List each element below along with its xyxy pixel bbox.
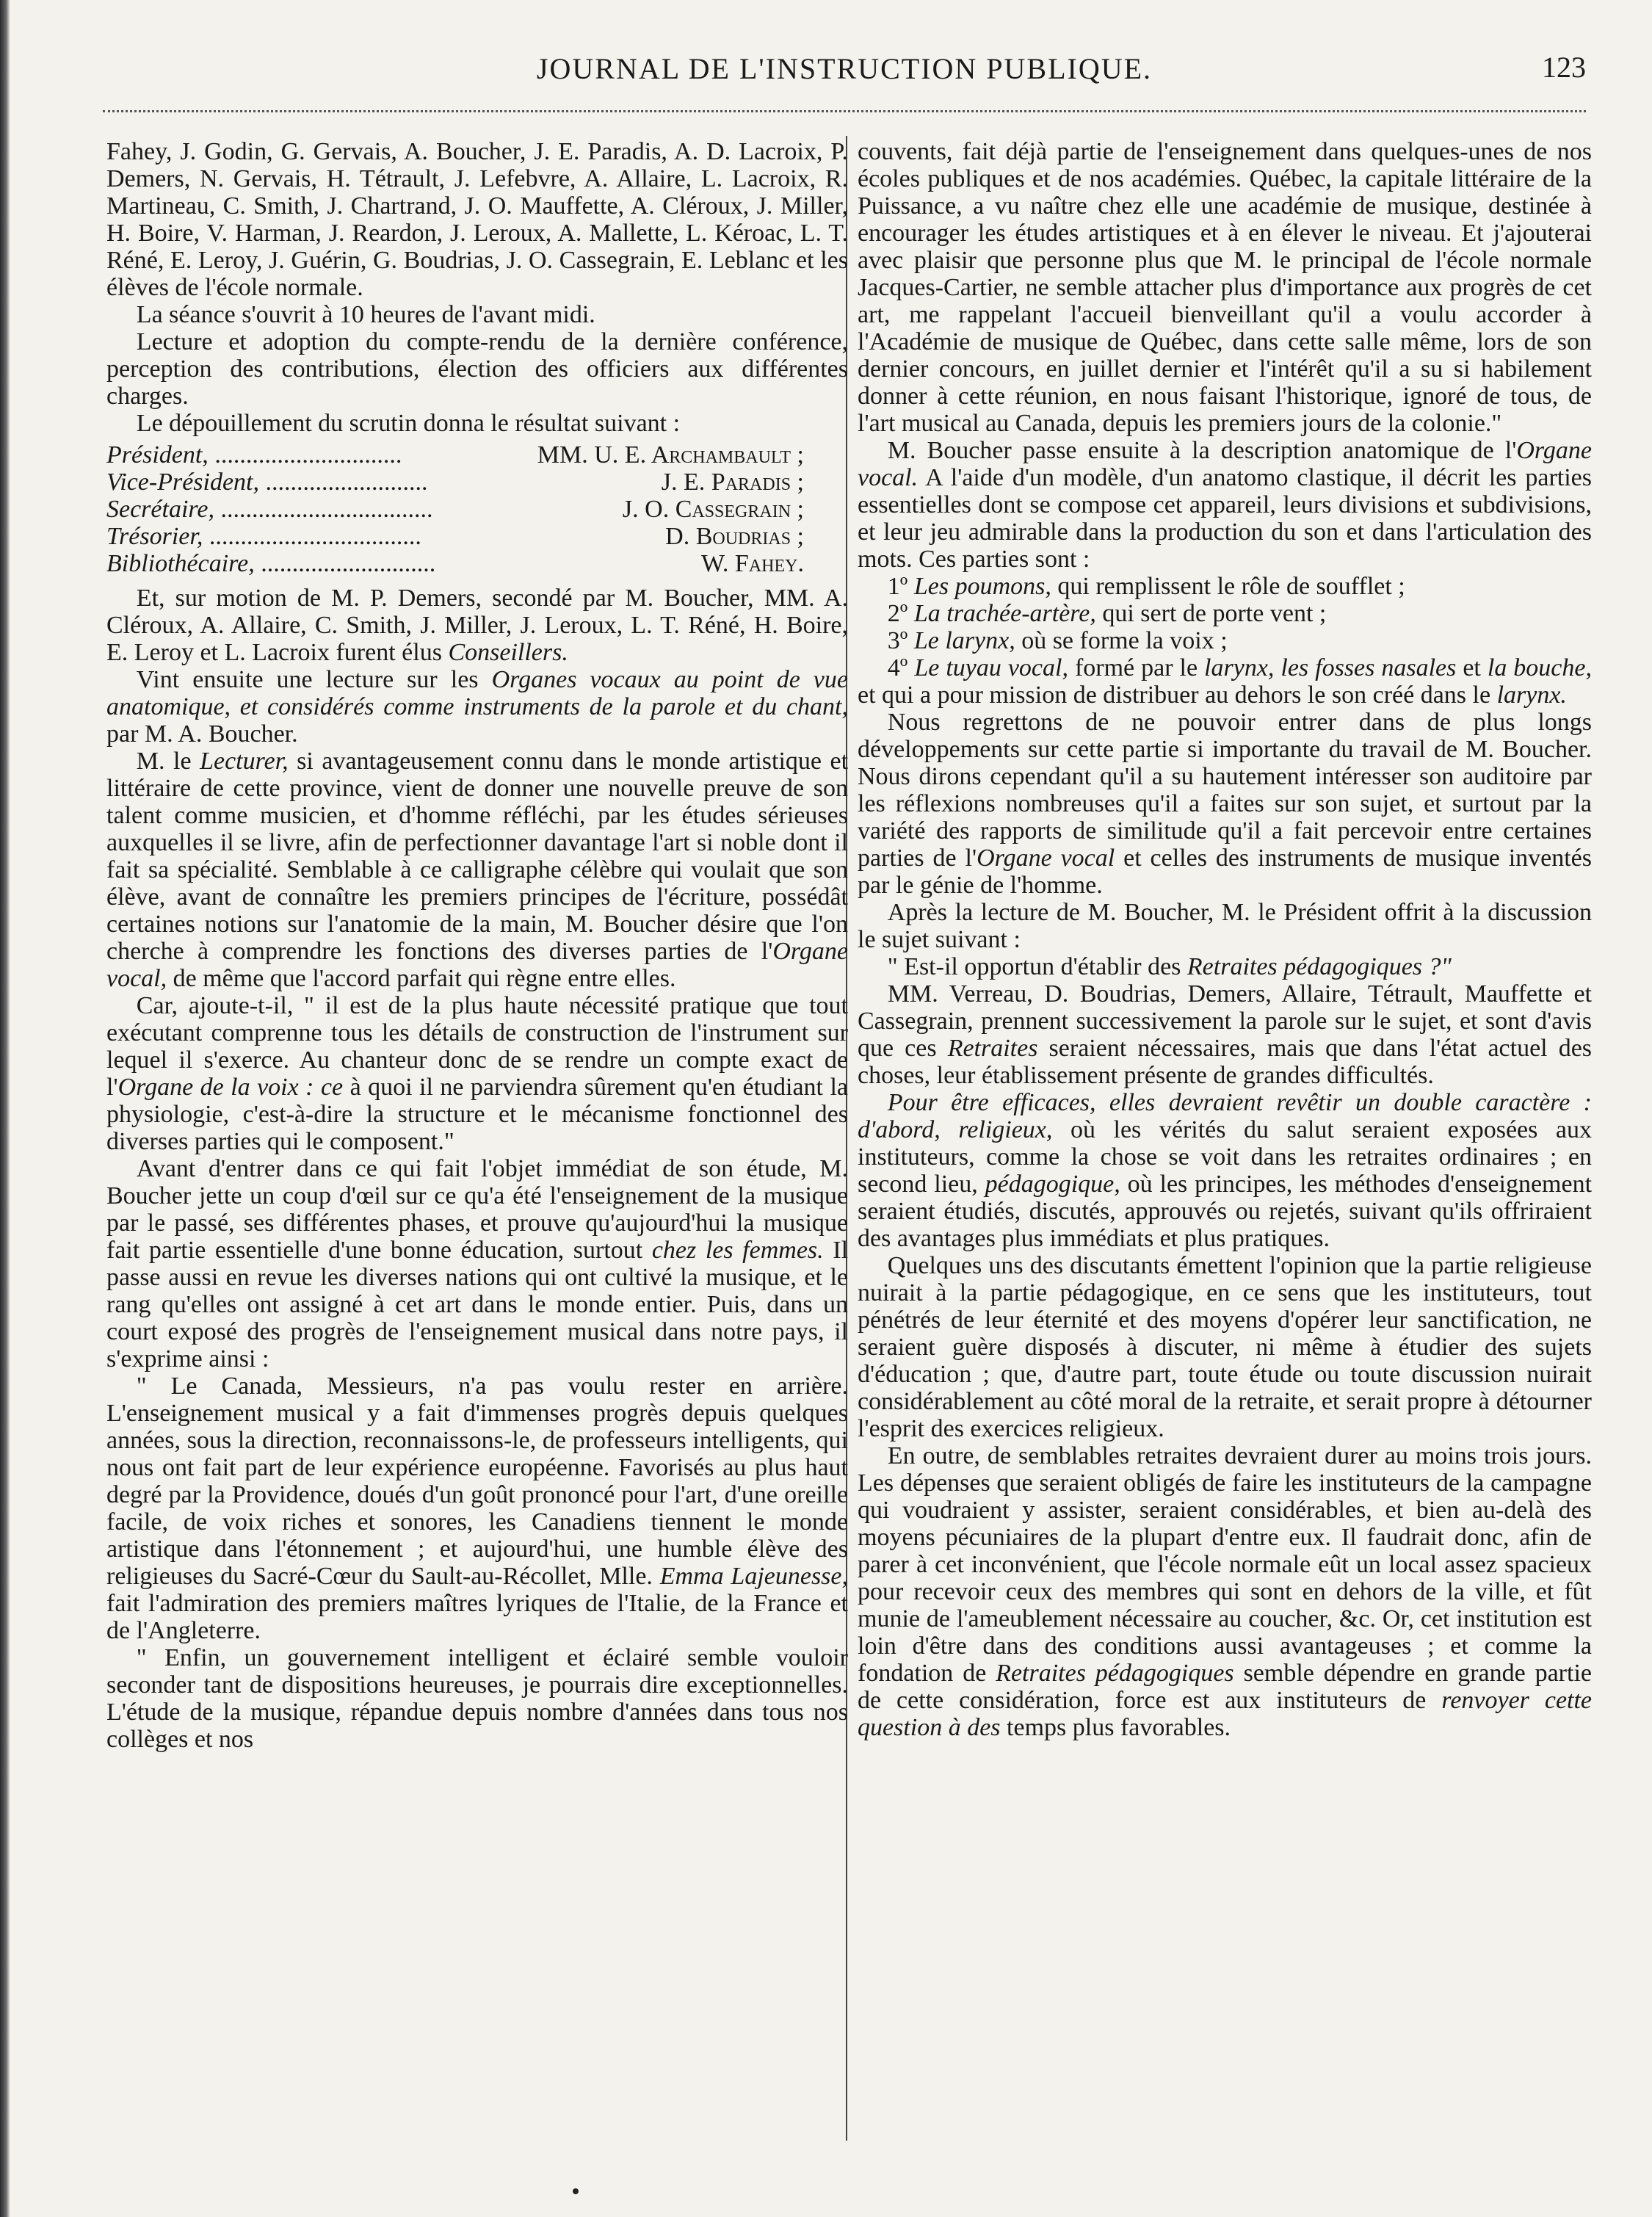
list-item: 4º Le tuyau vocal, formé par le larynx, les fosses nasales et la bouche, et qui a pour mission de distribuer au dehors le son créé dans le larynx. (858, 654, 1592, 709)
paragraph-costs: En outre, de semblables retraites devraient durer au moins trois jours. Les dépenses que seraient obligés de faire les instituteurs de la campagne qui voudraient y assister, seraient considérables, et bien au-delà des moyens pécuniaires de la plupart d'entre eux. Il faudrait donc, afin de parer à cet inconvénient, que l'école normale eût un local assez spacieux pour recevoir ceux des membres qui sont en dehors de la ville, et fût munie de l'ameublement nécessaire au coucher, &c. Or, cet institution est loin d'être dans des conditions aussi avantageuses ; et comme la fondation de Retraites pédagogiques semble dépendre en grande partie de cette considération, force est aux instituteurs de renvoyer cette question à des temps plus favorables. (858, 1442, 1593, 1741)
member-list: Fahey, J. Godin, G. Gervais, A. Boucher, J. E. Paradis, A. D. Lacroix, P. Demers, N. Gervais, H. Tétrault, J. Lefebvre, A. Allaire, L. Lacroix, R. Martineau, C. Smith, J. Chartrand, J. O. Mauffette, A. Cléroux, J. Miller, H. Boire, V. Harman, J. Reardon, J. Leroux, A. Mallette, L. Kéroac, L. T. Réné, E. Leroy, J. Guérin, G. Boudrias, J. O. Cassegrain, E. Leblanc et les élèves de l'école normale. (106, 138, 848, 301)
officer-row: Président, .............................. MM. U. E. Archambault ; (106, 441, 804, 469)
paragraph-speakers: MM. Verreau, D. Boudrias, Demers, Allaire, Tétrault, Mauffette et Cassegrain, prennent successivement la parole sur le sujet, et sont d'avis que ces Retraites seraient nécessaires, mais que dans l'état actuel des choses, leur établissement présente de grandes difficultés. (858, 980, 1593, 1089)
paragraph-convents: couvents, fait déjà partie de l'enseignement dans quelques-unes de nos écoles publiques et de nos académies. Québec, la capitale littéraire de la Puissance, a vu naître chez elle une académie de musique, destinée à encourager les études artistiques et à en élever le niveau. Et j'ajouterai avec plaisir que personne plus que M. le principal de l'école normale Jacques-Cartier, ne semble attacher plus d'importance aux progrès de cet art, me rappelant l'accueil bienveillant qu'il a voulu accorder à l'Académie de musique de Québec, dans cette salle même, lors de son dernier concours, en juillet dernier et l'intérêt qu'il a su si habilement donner à cette réunion, en nous faisant l'historique, ignoré de tous, de l'art musical au Canada, depuis les premiers jours de la colonie." (858, 138, 1592, 437)
journal-title: JOURNAL DE L'INSTRUCTION PUBLIQUE. (536, 52, 1153, 85)
paragraph-efficacy: Pour être efficaces, elles devraient revêtir un double caractère : d'abord, religieux, où les vérités du salut seraient exposées aux instituteurs, comme la chose se voit dans les retraites ordinaires ; en second lieu, pédagogique, où les principes, les méthodes d'enseignement seraient étudiés, discutés, approuvés ou rejetés, suivant qu'ils offriraient des avantages plus immédiats et plus pratiques. (858, 1089, 1593, 1252)
officer-row: Trésorier, .................................. D. Boudrias ; (106, 523, 804, 550)
paragraph-objections: Quelques uns des discutants émettent l'opinion que la partie religieuse nuirait à la partie pédagogique, en ce sens que les instituteurs, tout pénétrés de leur éternité et des moyens d'opérer leur sanctification, ne seraient guère disposés à discuter, ni même à étudier des sujets d'éducation ; que, d'autre part, toute étude ou toute discussion nuirait considérablement au côté moral de la retraite, et serait propre à détourner l'esprit des exercices religieux. (858, 1252, 1592, 1442)
officer-row: Vice-Président, .......................... J. E. Paradis ; (106, 469, 804, 496)
officer-row: Secrétaire, .................................. J. O. Cassegrain ; (106, 496, 804, 523)
paragraph-anatomy: M. Boucher passe ensuite à la description anatomique de l'Organe vocal. A l'aide d'un modèle, d'un anatomo clastique, il décrit les parties essentielles dont se compose cet appareil, leurs divisions et subdivisions, et leur jeu admirable dans la production du son et dans l'articulation des mots. Ces parties sont : (858, 437, 1592, 573)
paragraph-discussion-intro: Après la lecture de M. Boucher, M. le Président offrit à la discussion le sujet suivant : (858, 899, 1592, 953)
officers-list (106, 441, 848, 577)
left-column (106, 138, 848, 1753)
page-spine-edge (0, 0, 10, 2217)
header-rule (103, 110, 1586, 112)
paragraph-government: " Enfin, un gouvernement intelligent et éclairé semble vouloir seconder tant de dispositions heureuses, je pourrais dire exceptionnelles. L'étude de la musique, répandue depuis nombre d'années dans tous nos collèges et nos (106, 1644, 848, 1753)
paragraph-question: " Est-il opportun d'établir des Retraites pédagogiques ?" (887, 953, 1452, 980)
paragraph-opening: La séance s'ouvrit à 10 heures de l'avant midi. (136, 301, 595, 328)
list-item: 2º La trachée-artère, qui sert de porte vent ; (887, 600, 1327, 627)
paragraph-councillors: Et, sur motion de M. P. Demers, secondé par M. Boucher, MM. A. Cléroux, A. Allaire, C. Smith, J. Miller, J. Leroux, L. T. Réné, H. Boire, E. Leroy et L. Lacroix furent élus Conseillers. (106, 585, 848, 666)
paragraph-regrets: Nous regrettons de ne pouvoir entrer dans de plus longs développements sur cette partie si importante du travail de M. Boucher. Nous dirons cependant qu'il a su hautement intéresser son auditoire par les réflexions nombreuses qu'il a faites sur son sujet, et surtout par la variété des rapports de similitude qu'il a fait percevoir entre certaines parties de l'Organe vocal et celles des instruments de musique inventés par le génie de l'homme. (858, 709, 1593, 899)
page-header (103, 44, 1586, 95)
paragraph-history: Avant d'entrer dans ce qui fait l'objet immédiat de son étude, M. Boucher jette un coup d'œil sur ce qu'a été l'enseignement de la musique par le passé, ses différentes phases, et prouve qu'aujourd'hui la musique fait partie essentielle d'une bonne éducation, surtout chez les femmes. Il passe aussi en revue les diverses nations qui ont cultivé la musique, et le rang qu'elles ont assigné à cet art dans le monde entier. Puis, dans un court exposé des progrès de l'enseignement musical dans notre pays, il s'exprime ainsi : (106, 1155, 849, 1372)
paragraph-practical-need: Car, ajoute-t-il, " il est de la plus haute nécessité pratique que tout exécutant comprenne tous les détails de construction de l'instrument sur lequel il s'exerce. Au chanteur donc de se rendre un compte exact de l'Organe de la voix : ce à quoi il ne parviendra sûrement qu'en étudiant la physiologie, c'est-à-dire la structure et le mécanisme fonctionnel des diverses parties qui le composent." (106, 992, 848, 1155)
paragraph-minutes: Lecture et adoption du compte-rendu de la dernière conférence, perception des contributions, élection des officiers aux différentes charges. (106, 328, 848, 410)
page-number: 123 (1542, 51, 1586, 84)
officer-row: Bibliothécaire, ............................ W. Fahey. (106, 550, 804, 577)
list-item: 3º Le larynx, où se forme la voix ; (887, 627, 1228, 654)
vocal-parts-list (858, 573, 1592, 709)
list-item: 1º Les poumons, qui remplissent le rôle de soufflet ; (887, 573, 1405, 600)
paragraph-lecture-topic: Vint ensuite une lecture sur les Organes vocaux au point de vue anatomique, et considérés comme instruments de la parole et du chant, par M. A. Boucher. (106, 666, 848, 748)
paragraph-ballot: Le dépouillement du scrutin donna le résultat suivant : (136, 410, 681, 437)
right-column (858, 138, 1592, 1741)
paragraph-canada: " Le Canada, Messieurs, n'a pas voulu rester en arrière. L'enseignement musical y a fait d'immenses progrès depuis quelques années, sous la direction, reconnaissons-le, de professeurs intelligents, qui nous ont fait part de leur expérience européenne. Favorisés au plus haut degré par la Providence, doués d'un goût prononcé pour l'art, d'une oreille facile, de voix riches et sonores, les Canadiens tiennent le monde artistique dans l'étonnement ; et aujourd'hui, une humble élève des religieuses du Sacré-Cœur du Sault-au-Récollet, Mlle. Emma Lajeunesse, fait l'admiration des premiers maîtres lyriques de l'Italie, de la France et de l'Angleterre. (106, 1372, 849, 1644)
paragraph-lecturer: M. le Lecturer, si avantageusement connu dans le monde artistique et littéraire de cette province, vient de donner une nouvelle preuve de son talent comme musicien, et d'homme réfléchi, par les études sérieuses auxquelles il se livre, afin de perfectionner davantage l'art si noble dont il fait sa spécialité. Semblable à ce calligraphe célèbre qui voulait que son élève, avant de connaître les premiers principes de l'écriture, possédât certaines notions sur l'anatomie de la main, M. Boucher désire que l'on cherche à comprendre les fonctions des diverses parties de l'Organe vocal, de même que l'accord parfait qui règne entre elles. (106, 748, 849, 992)
footer-mark (573, 2188, 579, 2194)
